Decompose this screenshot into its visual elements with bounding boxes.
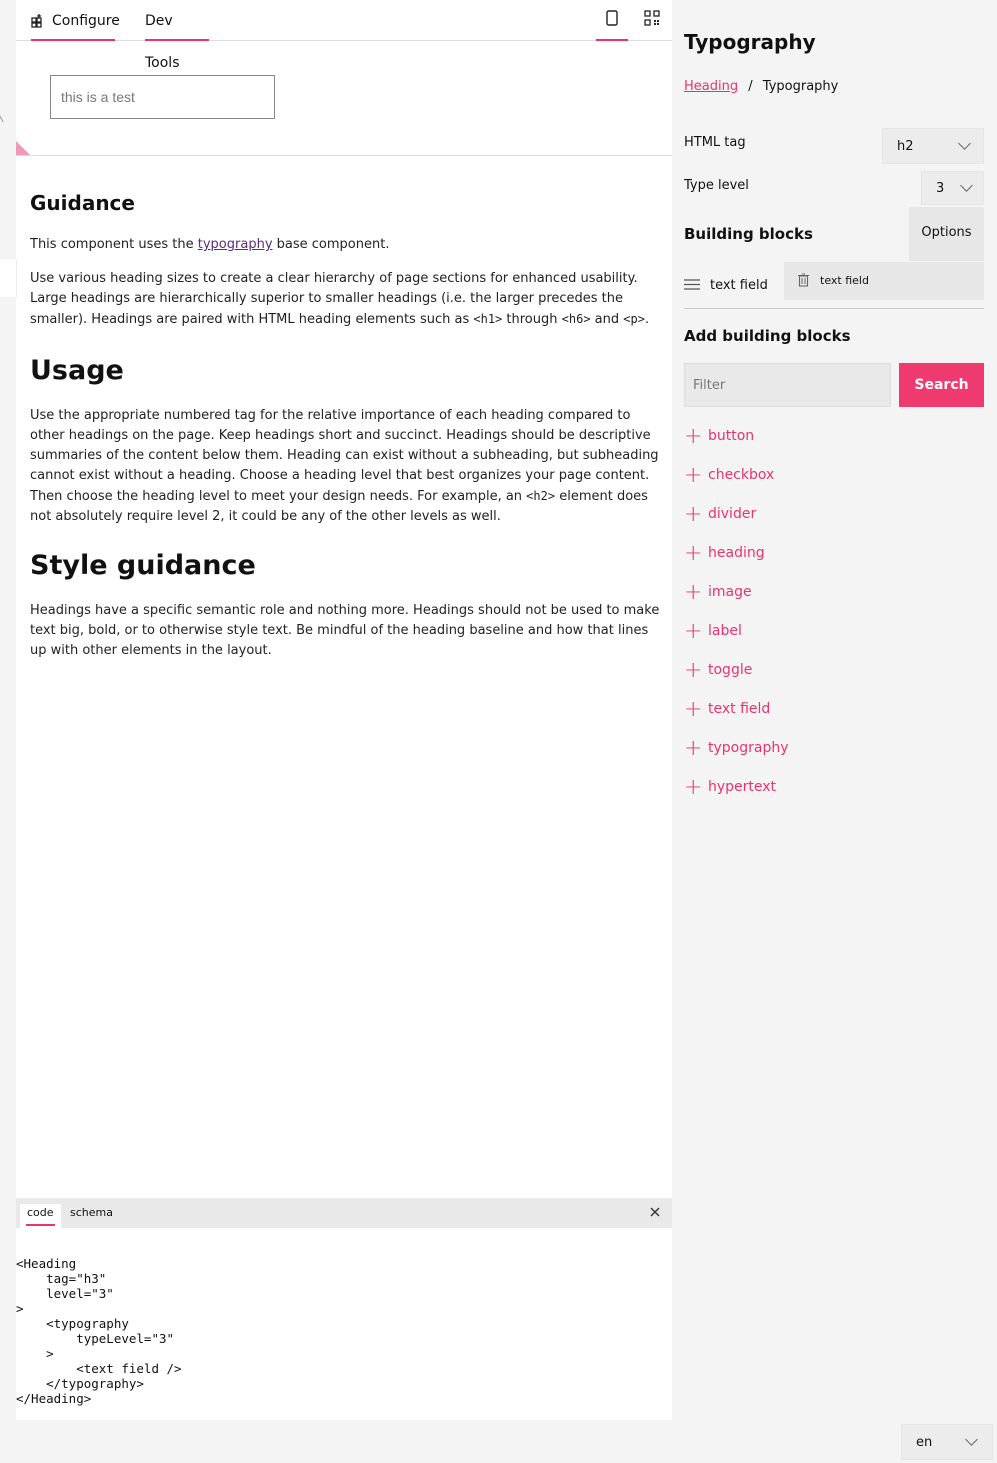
plus-icon: + (684, 502, 703, 527)
tab-configure[interactable] (31, 0, 120, 40)
resize-corner[interactable] (16, 141, 30, 155)
preview-divider (16, 155, 672, 156)
add-block-label: text field (708, 701, 771, 717)
collapse-handle[interactable] (0, 112, 5, 122)
usage-heading: Usage (30, 355, 124, 386)
tab-code[interactable]: code (20, 1204, 61, 1228)
guidance-body-and: and (590, 312, 624, 327)
add-block-label: heading (708, 545, 765, 561)
chevron-down-icon (965, 1433, 978, 1446)
search-button[interactable]: Search (899, 363, 984, 407)
tab-dev-tools-label: Dev Tools (145, 13, 180, 71)
plus-icon: + (684, 619, 703, 644)
chevron-down-icon (958, 137, 971, 150)
add-block-label: checkbox (708, 467, 775, 483)
add-block-label: hypertext (708, 779, 777, 795)
plus-icon: + (684, 580, 703, 605)
phone-icon (606, 10, 618, 26)
plus-icon: + (684, 697, 703, 722)
breadcrumb-current: Typography (762, 79, 839, 94)
type-level-value: 3 (936, 181, 945, 196)
add-block-label: toggle (708, 662, 753, 678)
guidance-body-mid: through (502, 312, 562, 327)
filter-input[interactable] (684, 363, 891, 407)
html-tag-label: HTML tag (684, 135, 746, 150)
breadcrumb (684, 79, 838, 94)
panel-title: Typography (684, 30, 816, 54)
block-item-detail-label: text field (820, 274, 869, 287)
style-guidance-heading: Style guidance (30, 550, 256, 581)
block-list (684, 262, 984, 309)
block-item-text-field[interactable] (684, 262, 784, 308)
guidance-body-end: . (644, 312, 650, 327)
usage-body-tail: element does not absolutely require level 2, it could be any of the other levels as well. (30, 489, 648, 524)
guidance-intro (30, 235, 660, 255)
side-drawer-tab[interactable] (0, 258, 17, 298)
type-level-label: Type level (684, 178, 749, 193)
options-tab[interactable]: Options (909, 207, 984, 261)
chevron-down-icon (960, 179, 973, 192)
typography-link[interactable]: typography (197, 237, 273, 252)
usage-body-text: Use the appropriate numbered tag for the relative importance of each heading compared to other headings on the page. Keep headings short and succinct. Headings should be descriptive summaries of the content below them. Heading can exist without a subheading, but subheading cannot exist without a heading. Choose a heading level that best organizes your page content. Then choose the heading level to meet your design needs. For example, an (30, 408, 659, 504)
plus-icon: + (684, 463, 703, 488)
code-panel-tabs (16, 1198, 672, 1228)
add-building-blocks-heading: Add building blocks (684, 327, 851, 345)
language-value: en (916, 1435, 933, 1450)
block-item-label: text field (710, 278, 768, 293)
code-h1: <h1> (473, 312, 503, 326)
add-block-label: label (708, 623, 742, 639)
guidance-intro-tail: base component. (272, 237, 390, 252)
plus-icon: + (684, 775, 703, 800)
add-block-label: divider (708, 506, 757, 522)
add-block-label: image (708, 584, 752, 600)
style-guidance-body: Headings have a specific semantic role and nothing more. Headings should not be used to make text big, bold, or to otherwise style text. Be mindful of the heading baseline and how that lines up with other elements in the layout. (30, 603, 660, 658)
html-tag-value: h2 (897, 139, 914, 154)
trash-icon[interactable] (798, 273, 809, 287)
tab-configure-label: Configure (52, 13, 120, 29)
grid-plus-icon (31, 13, 46, 28)
tab-schema[interactable]: schema (70, 1206, 113, 1219)
plus-icon: + (684, 736, 703, 761)
documentation (30, 190, 660, 661)
plus-icon: + (684, 424, 703, 449)
building-blocks-heading: Building blocks (684, 225, 813, 243)
qr-button[interactable] (642, 0, 662, 40)
breadcrumb-separator: / (748, 79, 753, 94)
block-item-detail-tab[interactable] (784, 262, 984, 300)
plus-icon: + (684, 658, 703, 683)
guidance-heading: Guidance (30, 191, 135, 215)
close-icon[interactable] (650, 1207, 660, 1217)
guidance-body-text: Use various heading sizes to create a clear hierarchy of page sections for enhanced usability. Large headings are hierarchically superior to smaller headings (i.e. the larger precedes the smaller). Headings are paired with HTML heading elements such as (30, 271, 638, 327)
guidance-body (30, 269, 660, 330)
usage-body (30, 406, 660, 527)
code-output: <Heading tag="h3" level="3" > <typography typeLevel="3" > <text field /> </typography> </Heading> (16, 1256, 182, 1406)
guidance-intro-text: This component uses the (30, 237, 198, 252)
type-level-select[interactable] (921, 171, 984, 205)
code-p: <p> (623, 312, 645, 326)
plus-icon: + (684, 541, 703, 566)
code-h2: <h2> (526, 489, 556, 503)
preview-text-field[interactable] (50, 75, 275, 119)
language-select[interactable] (901, 1424, 993, 1460)
code-h6: <h6> (561, 312, 591, 326)
top-tabs (16, 0, 672, 71)
breadcrumb-heading-link[interactable]: Heading (684, 79, 739, 94)
drag-handle-icon[interactable] (684, 279, 700, 290)
mobile-view-button[interactable] (596, 0, 628, 40)
qr-code-icon (644, 10, 660, 26)
html-tag-select[interactable] (882, 128, 984, 164)
add-block-label: button (708, 428, 755, 444)
add-block-label: typography (708, 740, 789, 756)
tab-dev-tools[interactable] (145, 0, 209, 71)
